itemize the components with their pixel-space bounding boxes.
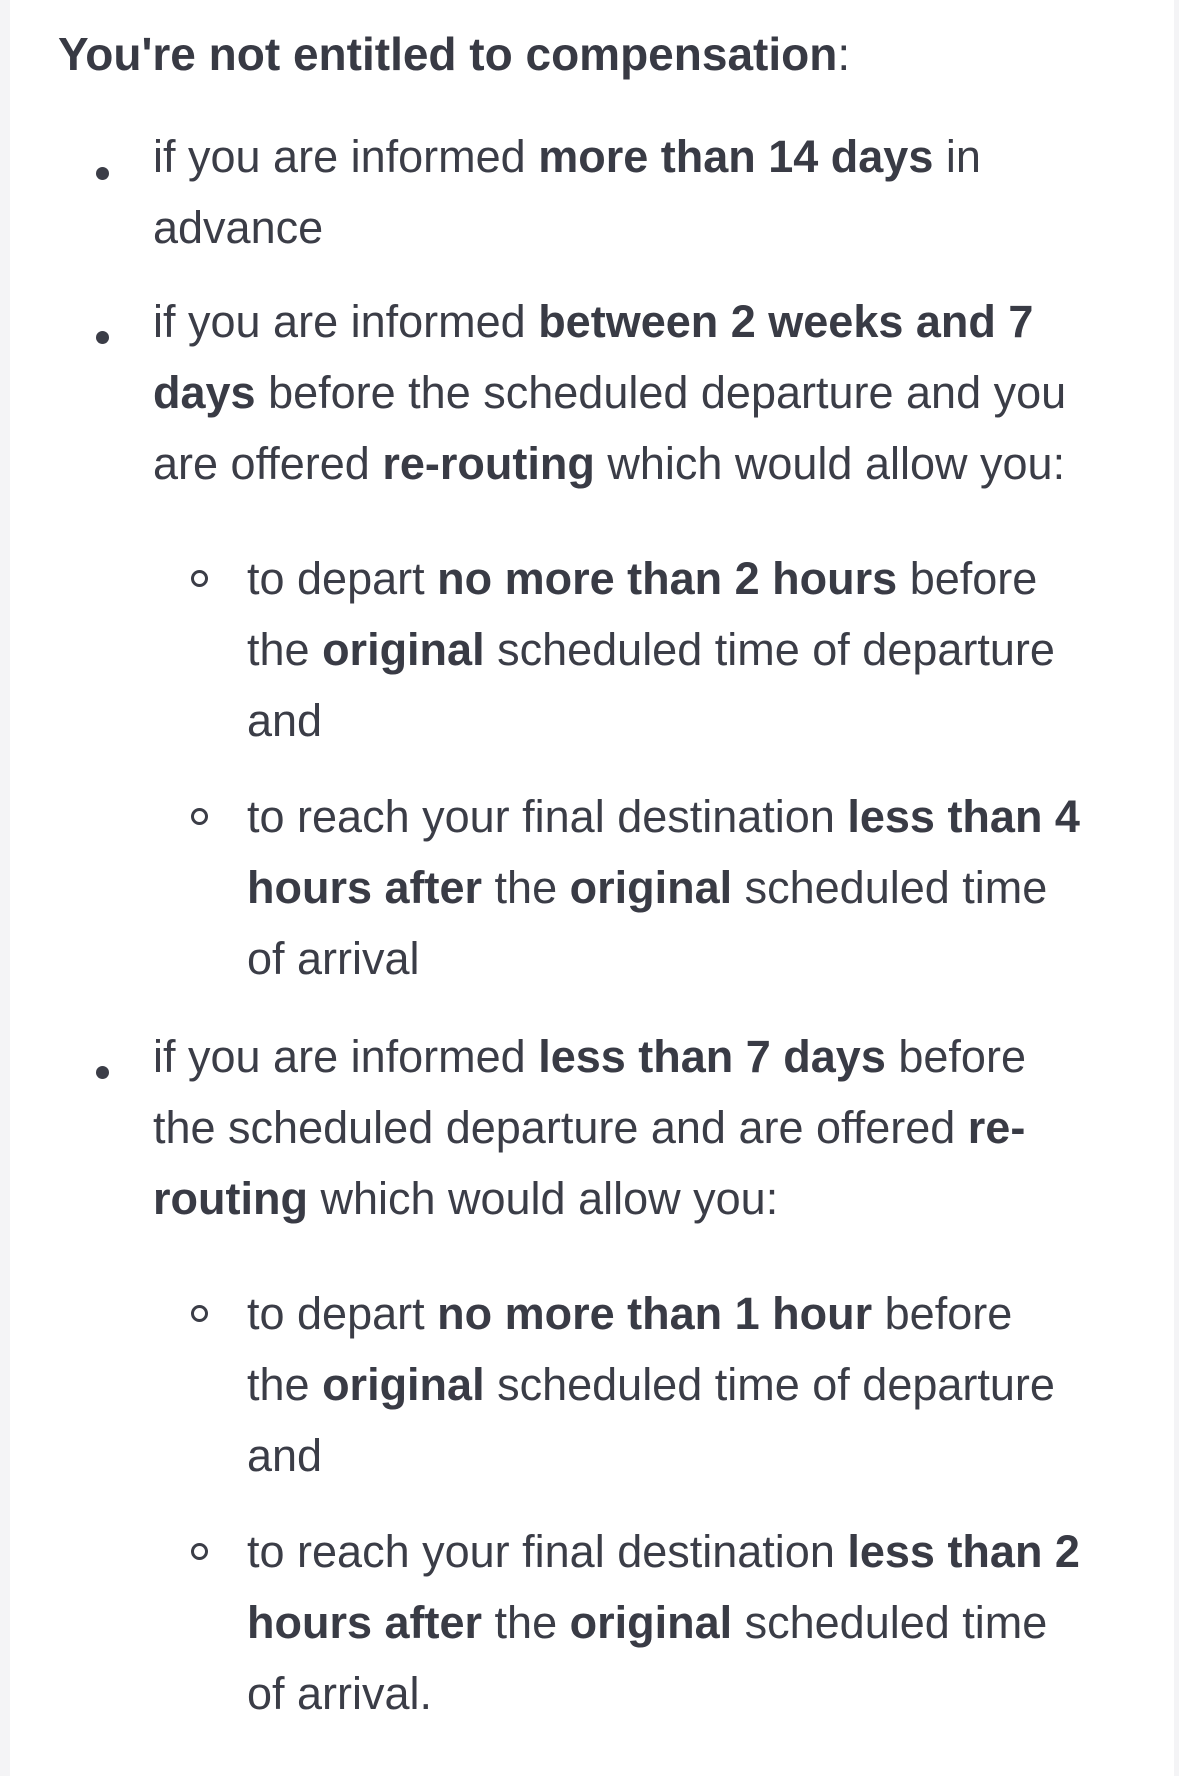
sub-bullet-icon bbox=[191, 808, 208, 825]
sub-bullet-icon bbox=[191, 570, 208, 587]
sub-list-item-text: to depart no more than 2 hours before the original scheduled time of departure and bbox=[247, 553, 1055, 746]
bullet-icon bbox=[96, 331, 109, 344]
sub-list-item-text: to depart no more than 1 hour before the original scheduled time of departure and bbox=[247, 1288, 1055, 1481]
list-item-text: if you are informed more than 14 days in advance bbox=[153, 131, 981, 253]
heading-colon: : bbox=[837, 28, 851, 80]
sub-list-item-text: to reach your final destination less than 4 hours after the original scheduled time of arrival bbox=[247, 791, 1080, 984]
sub-bullet-icon bbox=[191, 1305, 208, 1322]
list-item-text: if you are informed between 2 weeks and 7 days before the scheduled departure and you are offered re-routing which would allow you: bbox=[153, 296, 1067, 489]
list-item-text: if you are informed less than 7 days before the scheduled departure and are offered re- routing which would allow you: bbox=[153, 1031, 1026, 1224]
bullet-icon bbox=[96, 167, 109, 180]
sub-bullet-icon bbox=[191, 1543, 208, 1560]
bullet-icon bbox=[96, 1066, 109, 1079]
sub-list-item-text: to reach your final destination less than 2 hours after the original scheduled time of arrival. bbox=[247, 1526, 1080, 1719]
heading-bold-text: You're not entitled to compensation bbox=[58, 28, 838, 80]
content-page bbox=[10, 0, 1174, 1776]
section-heading bbox=[58, 26, 850, 82]
